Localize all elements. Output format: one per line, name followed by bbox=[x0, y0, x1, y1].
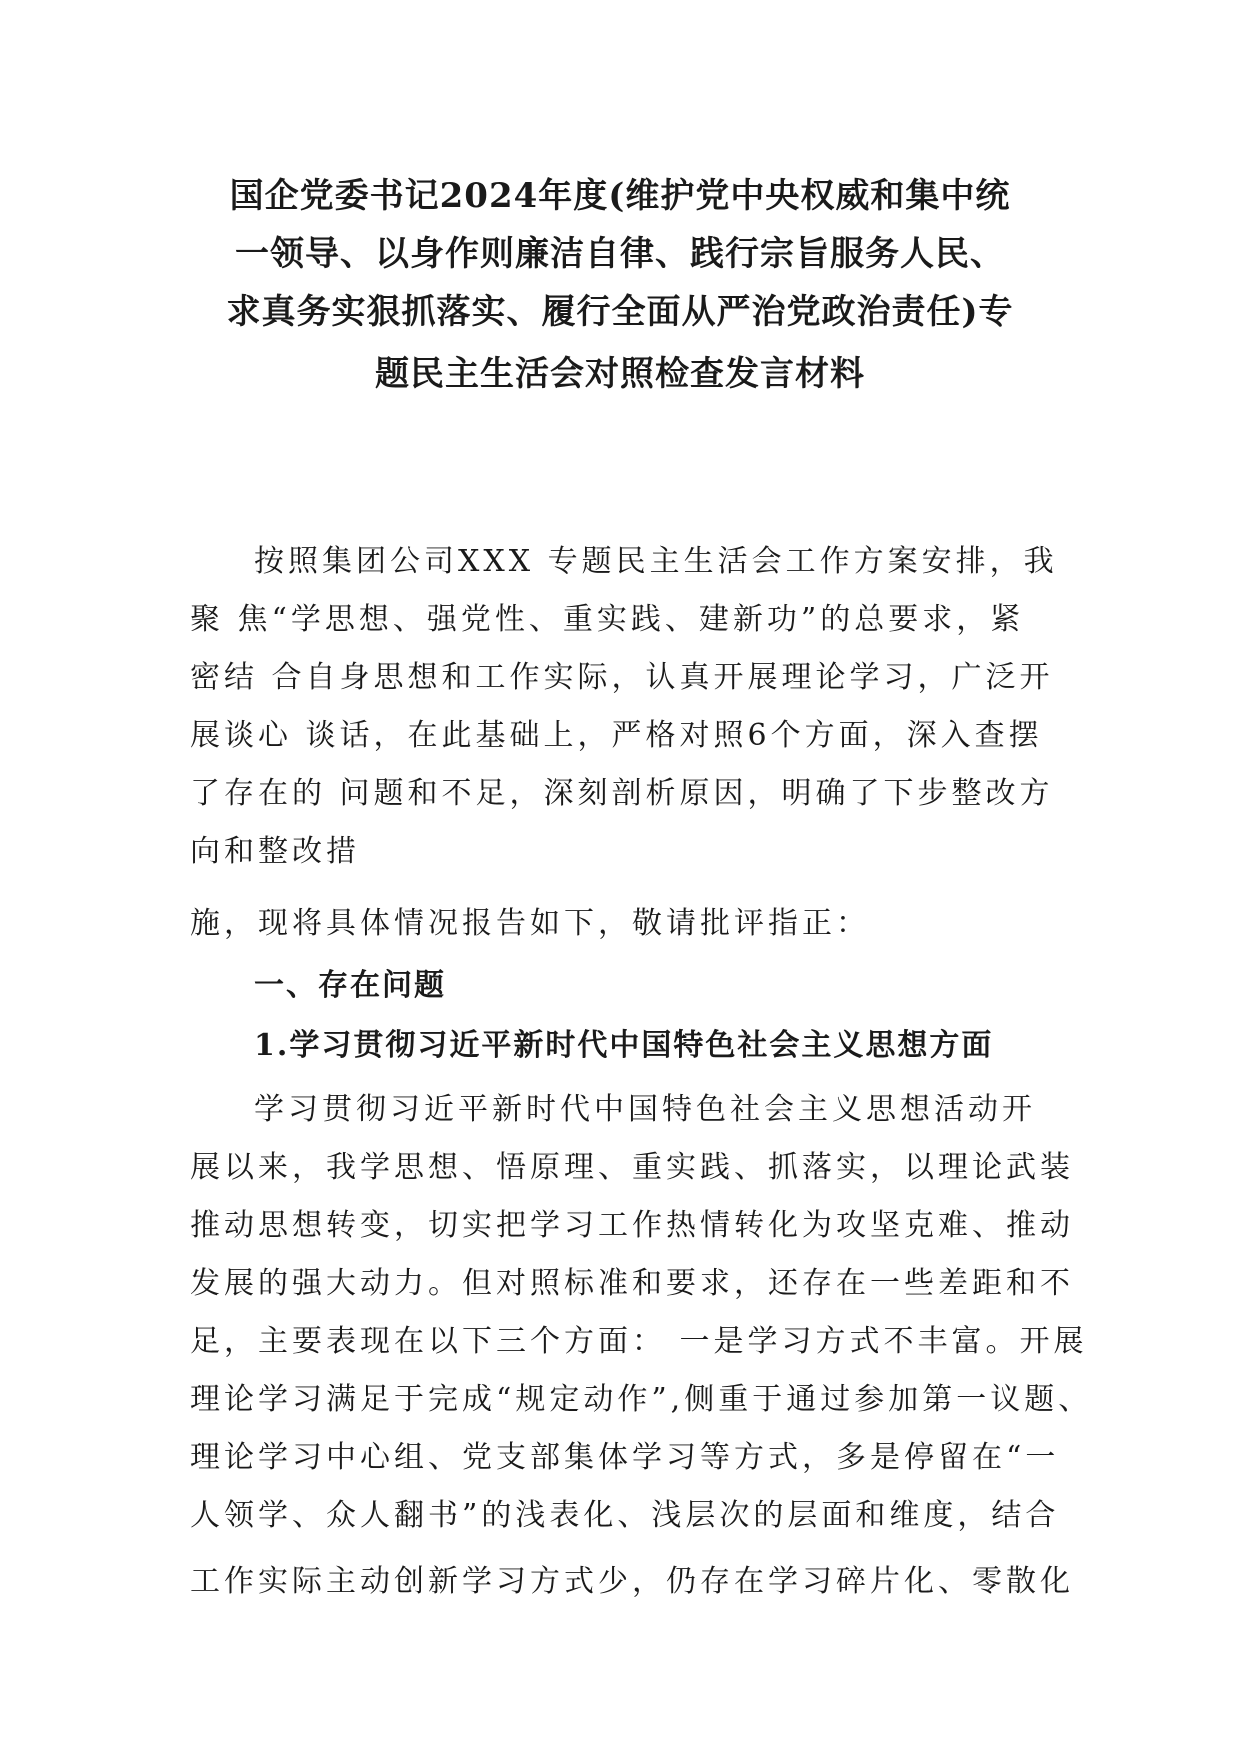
section-heading: 一、存在问题 bbox=[254, 968, 446, 1003]
body-line-5: 足，主要表现在以下三个方面： 一是学习方式不丰富。开展 bbox=[190, 1324, 1088, 1359]
body-line-7: 理论学习中心组、党支部集体学习等方式，多是停留在“一 bbox=[190, 1440, 1060, 1475]
document-title-line-2: 一领导、以身作则廉洁自律、践行宗旨服务人民、 bbox=[235, 234, 1005, 274]
body-line-9: 工作实际主动创新学习方式少，仍存在学习碎片化、零散化 bbox=[190, 1564, 1074, 1599]
intro-line-2: 聚 焦“学思想、强党性、重实践、建新功”的总要求，紧 bbox=[190, 602, 1025, 637]
intro-line-3: 密结 合自身思想和工作实际，认真开展理论学习，广泛开 bbox=[190, 660, 1054, 695]
body-line-2: 展以来，我学思想、悟原理、重实践、抓落实，以理论武装 bbox=[190, 1150, 1074, 1185]
intro-line-7: 施，现将具体情况报告如下，敬请批评指正： bbox=[190, 906, 870, 941]
intro-line-4: 展谈心 谈话，在此基础上，严格对照6个方面，深入查摆 bbox=[190, 718, 1043, 753]
body-line-1: 学习贯彻习近平新时代中国特色社会主义思想活动开 bbox=[254, 1092, 1036, 1127]
document-title-line-3: 求真务实狠抓落实、履行全面从严治党政治责任)专 bbox=[226, 292, 1014, 332]
body-line-4: 发展的强大动力。但对照标准和要求，还存在一些差距和不 bbox=[190, 1266, 1074, 1301]
body-line-6: 理论学习满足于完成“规定动作”,侧重于通过参加第一议题、 bbox=[190, 1382, 1093, 1417]
body-line-3: 推动思想转变，切实把学习工作热情转化为攻坚克难、推动 bbox=[190, 1208, 1074, 1243]
intro-line-5: 了存在的 问题和不足，深刻剖析原因，明确了下步整改方 bbox=[190, 776, 1054, 811]
document-title-line-1: 国企党委书记2024年度(维护党中央权威和集中统 bbox=[229, 176, 1011, 216]
body-line-8: 人领学、众人翻书”的浅表化、浅层次的层面和维度，结合 bbox=[190, 1498, 1060, 1533]
intro-line-1: 按照集团公司XXX 专题民主生活会工作方案安排，我 bbox=[254, 544, 1058, 579]
document-title-line-4: 题民主生活会对照检查发言材料 bbox=[375, 354, 865, 394]
subsection-heading: 1.学习贯彻习近平新时代中国特色社会主义思想方面 bbox=[254, 1028, 994, 1063]
intro-line-6: 向和整改措 bbox=[190, 834, 360, 869]
